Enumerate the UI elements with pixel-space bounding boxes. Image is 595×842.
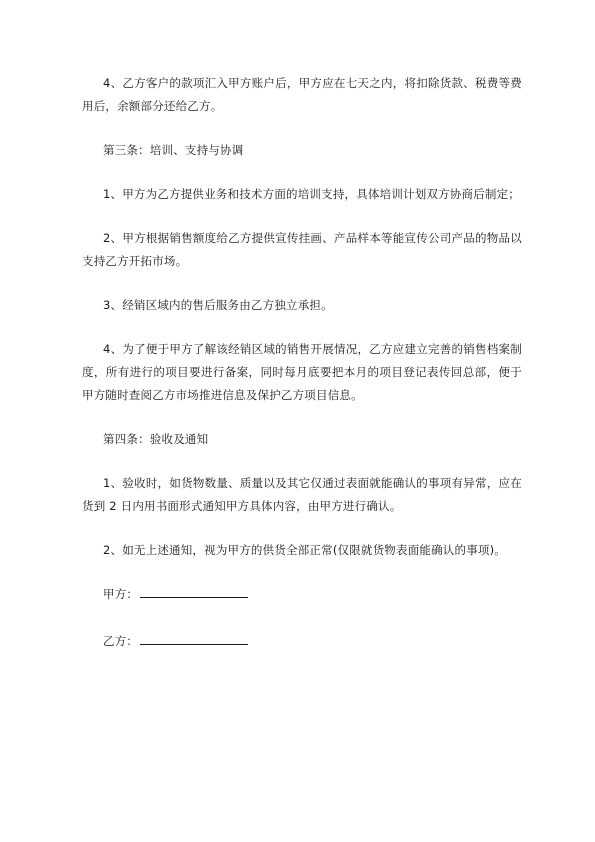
clause-3-item-3: 3、经销区域内的售后服务由乙方独立承担。 [103, 298, 333, 312]
article-3-heading: 第三条：培训、支持与协调 [103, 143, 244, 157]
party-b-label: 乙方： [103, 634, 139, 648]
party-a-label: 甲方： [103, 587, 139, 601]
party-b-signature-line[interactable] [140, 632, 248, 645]
clause-3-item-2: 2、甲方根据销售额度给乙方提供宣传挂画、产品样本等能宣传公司产品的物品以支持乙方开拓市场。 [82, 231, 522, 268]
clause-4-item-2: 2、如无上述通知，视为甲方的供货全部正常(仅限就货物表面能确认的事项)。 [103, 543, 506, 557]
party-b-signature [82, 630, 522, 653]
clause-2-item-4: 4、乙方客户的款项汇入甲方账户后，甲方应在七天之内，将扣除货款、税费等费用后，余额部分还给乙方。 [82, 76, 522, 113]
party-a-signature-line[interactable] [140, 585, 248, 598]
contract-body [82, 72, 522, 677]
party-a-signature [82, 583, 522, 606]
clause-3-item-4: 4、为了便于甲方了解该经销区域的销售开展情况，乙方应建立完善的销售档案制度，所有进行的项目要进行备案，同时每月底要把本月的项目登记表传回总部，便于甲方随时查阅乙方市场推进信息及保护乙方项目信息。 [82, 342, 522, 402]
clause-4-item-1: 1、验收时，如货物数量、质量以及其它仅通过表面就能确认的事项有异常，应在货到 2 日内用书面形式通知甲方具体内容，由甲方进行确认。 [82, 476, 522, 513]
article-4-heading: 第四条：验收及通知 [103, 432, 209, 446]
clause-3-item-1: 1、甲方为乙方提供业务和技术方面的培训支持，具体培训计划双方协商后制定； [103, 187, 521, 201]
